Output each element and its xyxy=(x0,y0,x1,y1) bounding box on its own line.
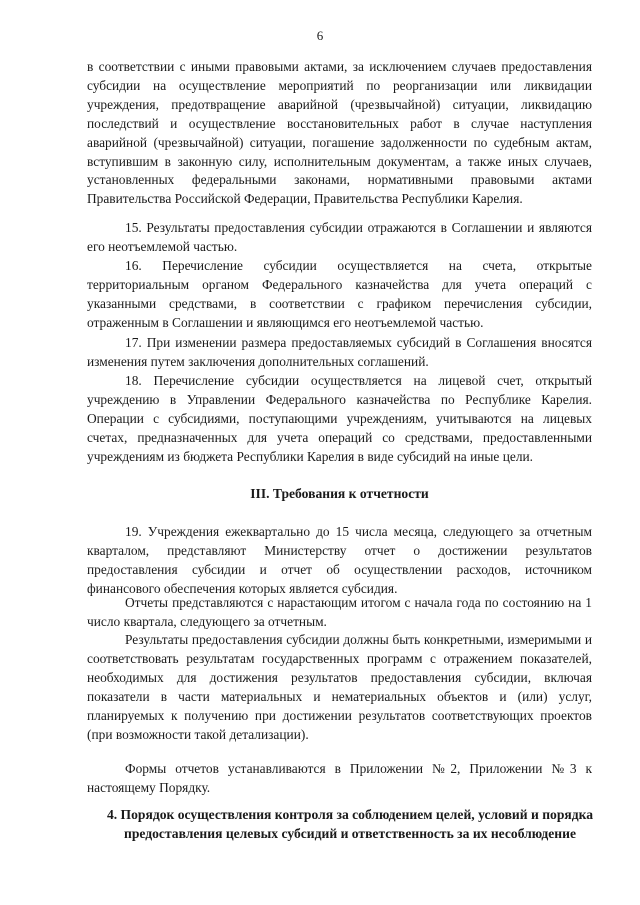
paragraph-continuation: в соответствии с иными правовыми актами, за исключением случаев предоставления субсидии на осуществление мероприятий по реорганизации или ликвидации учреждения, предотвращение аварийной (чрезвычайной) ситуации, ликвидацию последствий и осуществление восстановительных работ в случае наступления аварийной (чрезвычайной) ситуации, погашение задолженности по судебным актам, вступившим в законную силу, исполнительным документам, а также иных случаев, установленных федеральными законами, нормативными правовыми актами Правительства Российской Федерации, Правительства Республики Карелия. xyxy=(87,59,592,207)
page-number: 6 xyxy=(316,28,324,43)
paragraph-17: 17. При изменении размера предоставляемых субсидий в Соглашения вносятся изменения путем заключения дополнительных соглашений. xyxy=(87,335,592,369)
paragraph-reports-cumulative: Отчеты представляются с нарастающим итогом с начала года по состоянию на 1 число квартала, следующего за отчетным. xyxy=(87,595,592,629)
section-4-heading: 4. Порядок осуществления контроля за соблюдением целей, условий и порядка предоставления целевых субсидий и ответственность за их несоблюдение xyxy=(106,807,594,841)
paragraph-15: 15. Результаты предоставления субсидии отражаются в Соглашении и являются его неотъемлемой частью. xyxy=(87,220,592,254)
section-3-heading: III. Требования к отчетности xyxy=(250,486,429,501)
paragraph-report-forms: Формы отчетов устанавливаются в Приложении №2, Приложении №3 к настоящему Порядку. xyxy=(87,761,592,795)
paragraph-results-requirements: Результаты предоставления субсидии должны быть конкретными, измеримыми и соответствовать результатам государственных программ с отражением показателей, необходимых для достижения результатов предоставления субсидии, включая показатели в части материальных и нематериальных объектов и (или) услуг, планируемых к получению при достижении результатов соответствующих проектов (при возможности такой детализации). xyxy=(87,632,592,742)
paragraph-19: 19. Учреждения ежеквартально до 15 числа месяца, следующего за отчетным кварталом, представляют Министерству отчет о достижении результатов предоставления субсидии и отчет об осуществлении расходов, источником финансового обеспечения которых является субсидия. xyxy=(87,524,592,596)
paragraph-16: 16. Перечисление субсидии осуществляется на счета, открытые территориальным органом Федерального казначейства для учета операций с указанными средствами, в соответствии с графиком перечисления субсидии, отраженным в Соглашении и являющимся его неотъемлемой частью. xyxy=(87,258,592,330)
paragraph-18: 18. Перечисление субсидии осуществляется на лицевой счет, открытый учреждению в Управлении Федерального казначейства по Республике Карелия. Операции с субсидиями, поступающими учреждениям, учитываются на лицевых счетах, предназначенных для учета операций со средствами, предоставленными учреждениям из бюджета Республики Карелия в виде субсидий на иные цели. xyxy=(87,373,592,464)
